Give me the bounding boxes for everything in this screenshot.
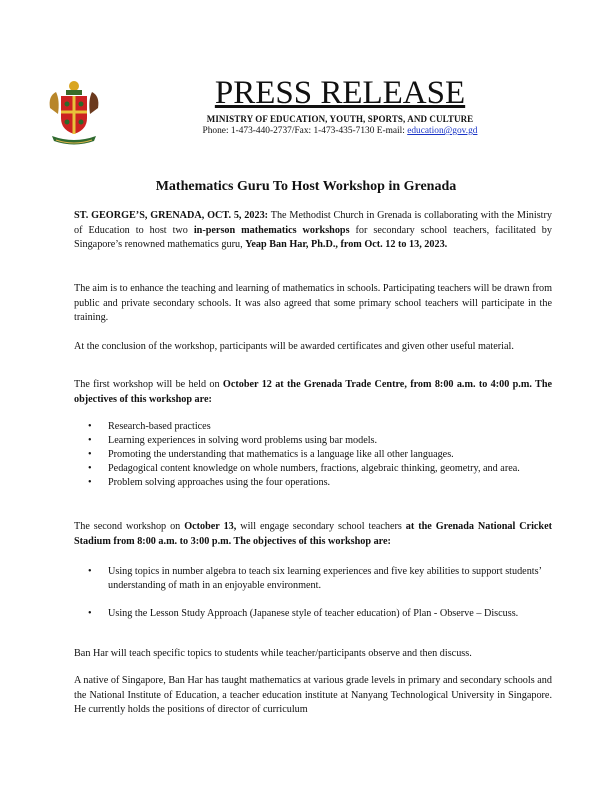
paragraph-second-workshop bbox=[74, 520, 552, 549]
first-workshop-bold: October 12 at the Grenada Trade Centre, from 8:00 a.m. to 4:00 p.m. The objectives of this workshop are: bbox=[74, 379, 553, 405]
intro-bold-facilitator: Yeap Ban Har, Ph.D., from Oct. 12 to 13, 2023. bbox=[245, 239, 448, 251]
second-workshop-bold: at the Grenada National Cricket Stadium from 8:00 a.m. to 3:00 p.m. The objectives of this workshop are: bbox=[74, 521, 553, 547]
intro-text-b: for secondary school teachers, facilitated by Singapore’s renowned mathematics guru, bbox=[74, 224, 552, 251]
aim-text: The aim is to enhance the teaching and learning of mathematics in schools. Participating teachers will be drawn from public and private secondary schools. It was also agreed that some primary school teachers will participate in the training. bbox=[74, 283, 552, 324]
second-workshop-objectives bbox=[74, 565, 552, 621]
bullet-icon: • bbox=[88, 477, 92, 488]
paragraph-intro bbox=[74, 209, 552, 253]
first-workshop-text: The first workshop will be held on bbox=[74, 379, 223, 390]
list-item: • Problem solving approaches using the four operations. bbox=[88, 477, 331, 488]
paragraph-biography bbox=[74, 674, 552, 718]
paragraph-aim bbox=[74, 282, 552, 326]
list-item: • Promoting the understanding that mathematics is a language like all other languages. bbox=[88, 449, 454, 460]
bullet-icon: • bbox=[88, 435, 92, 446]
bullet-icon: • bbox=[88, 608, 92, 619]
bullet-icon: • bbox=[88, 449, 92, 460]
conclusion-text: At the conclusion of the workshop, participants will be awarded certificates and given other useful material. bbox=[74, 341, 514, 352]
dateline: ST. GEORGE’S, GRENADA, OCT. 5, 2023: bbox=[74, 210, 269, 221]
list-item: • Using topics in number algebra to teach six learning experiences and five key abilities to support students’ understanding of math in an enjoyable environment. bbox=[88, 566, 542, 591]
bullet-icon: • bbox=[88, 566, 92, 577]
contact-line bbox=[34, 126, 612, 136]
list-item: • Learning experiences in solving word problems using bar models. bbox=[88, 435, 378, 446]
list-item: • Using the Lesson Study Approach (Japanese style of teacher education) of Plan - Observe – Discuss. bbox=[88, 608, 519, 619]
teaching-text: Ban Har will teach specific topics to students while teacher/participants observe and then discuss. bbox=[74, 648, 472, 659]
paragraph-conclusion bbox=[74, 340, 552, 355]
email-link[interactable]: education@gov.gd bbox=[407, 126, 478, 136]
intro-bold-workshops: in-person mathematics workshops bbox=[193, 224, 350, 236]
press-release-title: PRESS RELEASE bbox=[214, 75, 466, 111]
bullet-icon: • bbox=[88, 421, 92, 432]
second-workshop-text-a: The second workshop on bbox=[74, 521, 185, 532]
bullet-icon: • bbox=[88, 463, 92, 474]
paragraph-teaching bbox=[74, 647, 552, 662]
intro-text-a: The Methodist Church in Grenada is collaborating with the Ministry of Education to host two bbox=[74, 210, 552, 236]
list-item: • Research-based practices bbox=[88, 421, 211, 432]
list-item: • Pedagogical content knowledge on whole numbers, fractions, algebraic thinking, geometry, and area. bbox=[88, 463, 520, 474]
ministry-name: MINISTRY OF EDUCATION, YOUTH, SPORTS, AND CULTURE bbox=[206, 114, 474, 124]
paragraph-first-workshop bbox=[74, 378, 552, 407]
second-workshop-text-b: will engage secondary school teachers bbox=[236, 521, 406, 532]
second-workshop-date: October 13, bbox=[184, 521, 237, 532]
article-title: Mathematics Guru To Host Workshop in Grenada bbox=[155, 179, 457, 194]
biography-text: A native of Singapore, Ban Har has taught mathematics at various grade levels in primary and secondary schools and the National Institute of Education, a teacher education institute at Nanyang Technological University in Singapore. He currently holds the positions of director of curriculum bbox=[74, 675, 552, 716]
first-workshop-objectives bbox=[74, 420, 552, 490]
contact-phone-fax: Phone: 1-473-440-2737/Fax: 1-473-435-7130 E-mail: bbox=[202, 126, 408, 136]
